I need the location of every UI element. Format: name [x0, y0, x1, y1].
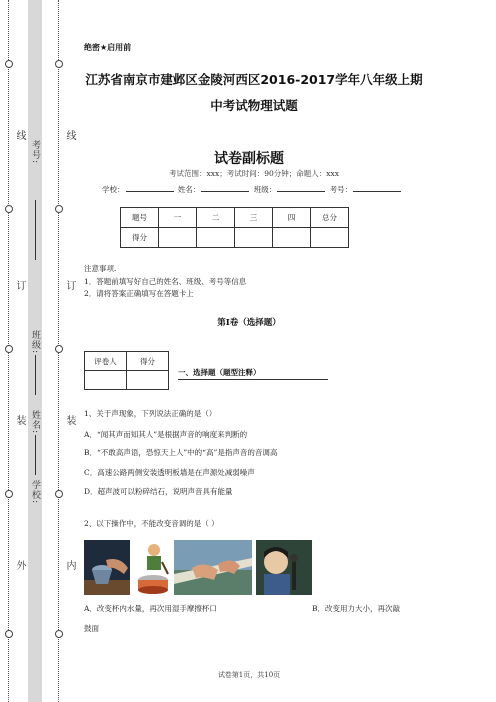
school-blank[interactable]	[126, 184, 174, 192]
score-cell[interactable]	[197, 228, 235, 248]
ring-mark	[55, 60, 63, 68]
exam-no-label: 考号：	[329, 185, 353, 194]
secret-label: 绝密★启用前	[84, 43, 132, 52]
score-cell[interactable]	[311, 228, 349, 248]
exam-info: 考试范围：xxx；考试时间：90分钟；命题人：xxx	[169, 169, 339, 178]
name-blank[interactable]	[201, 184, 249, 192]
label-school: 学校:	[30, 480, 40, 505]
question-2-option-b[interactable]: B．改变用力大小，再次敲	[312, 604, 401, 613]
ring-mark	[5, 60, 13, 68]
class-line	[35, 355, 36, 395]
part-title: 一、选择题（题型注释）	[178, 368, 261, 377]
question-2-option-b-continued: 鼓面	[84, 624, 99, 633]
score-header-cell: 二	[197, 208, 235, 228]
picture-child-singing	[256, 540, 312, 595]
score-header-cell: 总分	[311, 208, 349, 228]
mark-line-inner: 线	[64, 130, 75, 141]
mark-bind-inner: 装	[64, 415, 75, 426]
mark-staple: 订	[14, 280, 25, 291]
exam-subtitle: 试卷副标题	[214, 151, 284, 167]
school-label: 学校：	[102, 185, 125, 194]
question-1-option-b[interactable]: B．“不敢高声语，恐惊天上人”中的“高”是指声音的音调高	[84, 448, 278, 457]
label-name: 姓名:	[30, 410, 40, 435]
class-label: 班级：	[253, 185, 277, 194]
ring-mark	[55, 205, 63, 213]
notes-block	[84, 263, 246, 301]
score-cell[interactable]	[273, 228, 311, 248]
name-line	[35, 435, 36, 475]
score-header-cell: 三	[235, 208, 273, 228]
grader-table	[84, 351, 169, 390]
picture-ruler	[174, 540, 252, 595]
ring-mark	[55, 345, 63, 353]
ring-mark	[55, 490, 63, 498]
notes-item: 2．请将答案正确填写在答题卡上	[84, 289, 194, 298]
question-1-stem: 1、关于声现象，下列说法正确的是（）	[84, 409, 217, 418]
section-title: 第Ⅰ卷（选择题）	[217, 318, 281, 328]
mark-bind: 装	[14, 415, 25, 426]
grader-header: 得分	[127, 352, 169, 371]
score-cell[interactable]	[159, 228, 197, 248]
score-header-cell: 四	[273, 208, 311, 228]
score-value-row	[121, 228, 349, 248]
picture-glass-rub	[84, 540, 130, 595]
question-2-stem: 2、以下操作中，不能改变音调的是（ ）	[84, 519, 219, 528]
mark-outer: 外	[14, 560, 25, 571]
ring-mark	[5, 630, 13, 638]
score-header-row	[121, 208, 349, 228]
exam-title-line1: 江苏省南京市建邺区金陵河西区2016-2017学年八年级上期	[85, 72, 423, 87]
score-header-cell: 一	[159, 208, 197, 228]
grader-cell[interactable]	[127, 371, 169, 390]
question-2-option-a[interactable]: A．改变杯内水量，再次用湿手摩擦杯口	[84, 604, 217, 613]
grader-cell[interactable]	[85, 371, 127, 390]
question-1-option-a[interactable]: A．“闻其声而知其人”是根据声音的响度来判断的	[84, 430, 248, 439]
ring-mark	[55, 630, 63, 638]
exam-no-blank[interactable]	[353, 184, 401, 192]
question-1-option-c[interactable]: C．高速公路两侧安装透明板墙是在声源处减弱噪声	[84, 468, 255, 477]
label-class: 班级:	[30, 330, 40, 355]
score-header-cell: 题号	[121, 208, 159, 228]
student-fields	[102, 184, 403, 195]
mark-staple-inner: 订	[64, 280, 75, 291]
exam-no-line	[35, 200, 36, 260]
ring-mark	[5, 490, 13, 498]
score-row-label: 得分	[121, 228, 159, 248]
exam-title-line2: 中考试物理试题	[210, 98, 298, 113]
name-label: 姓名：	[177, 185, 201, 194]
picture-drum	[134, 540, 172, 595]
label-exam-no: 考号:	[30, 140, 40, 165]
grader-header: 评卷人	[85, 352, 127, 371]
notes-item: 1．答题前填写好自己的姓名、班级、考号等信息	[84, 276, 247, 286]
question-1-option-d[interactable]: D．超声波可以粉碎结石，说明声音具有能量	[84, 487, 233, 496]
ring-mark	[5, 205, 13, 213]
class-blank[interactable]	[277, 184, 325, 192]
binding-margin	[0, 0, 75, 702]
score-table	[120, 207, 349, 248]
mark-inner: 内	[64, 560, 75, 571]
score-cell[interactable]	[235, 228, 273, 248]
ring-mark	[5, 345, 13, 353]
page-footer: 试卷第1页，共10页	[217, 671, 281, 679]
notes-title: 注意事项.	[84, 264, 117, 273]
mark-line: 线	[14, 130, 25, 141]
part-title-underline	[178, 379, 328, 380]
